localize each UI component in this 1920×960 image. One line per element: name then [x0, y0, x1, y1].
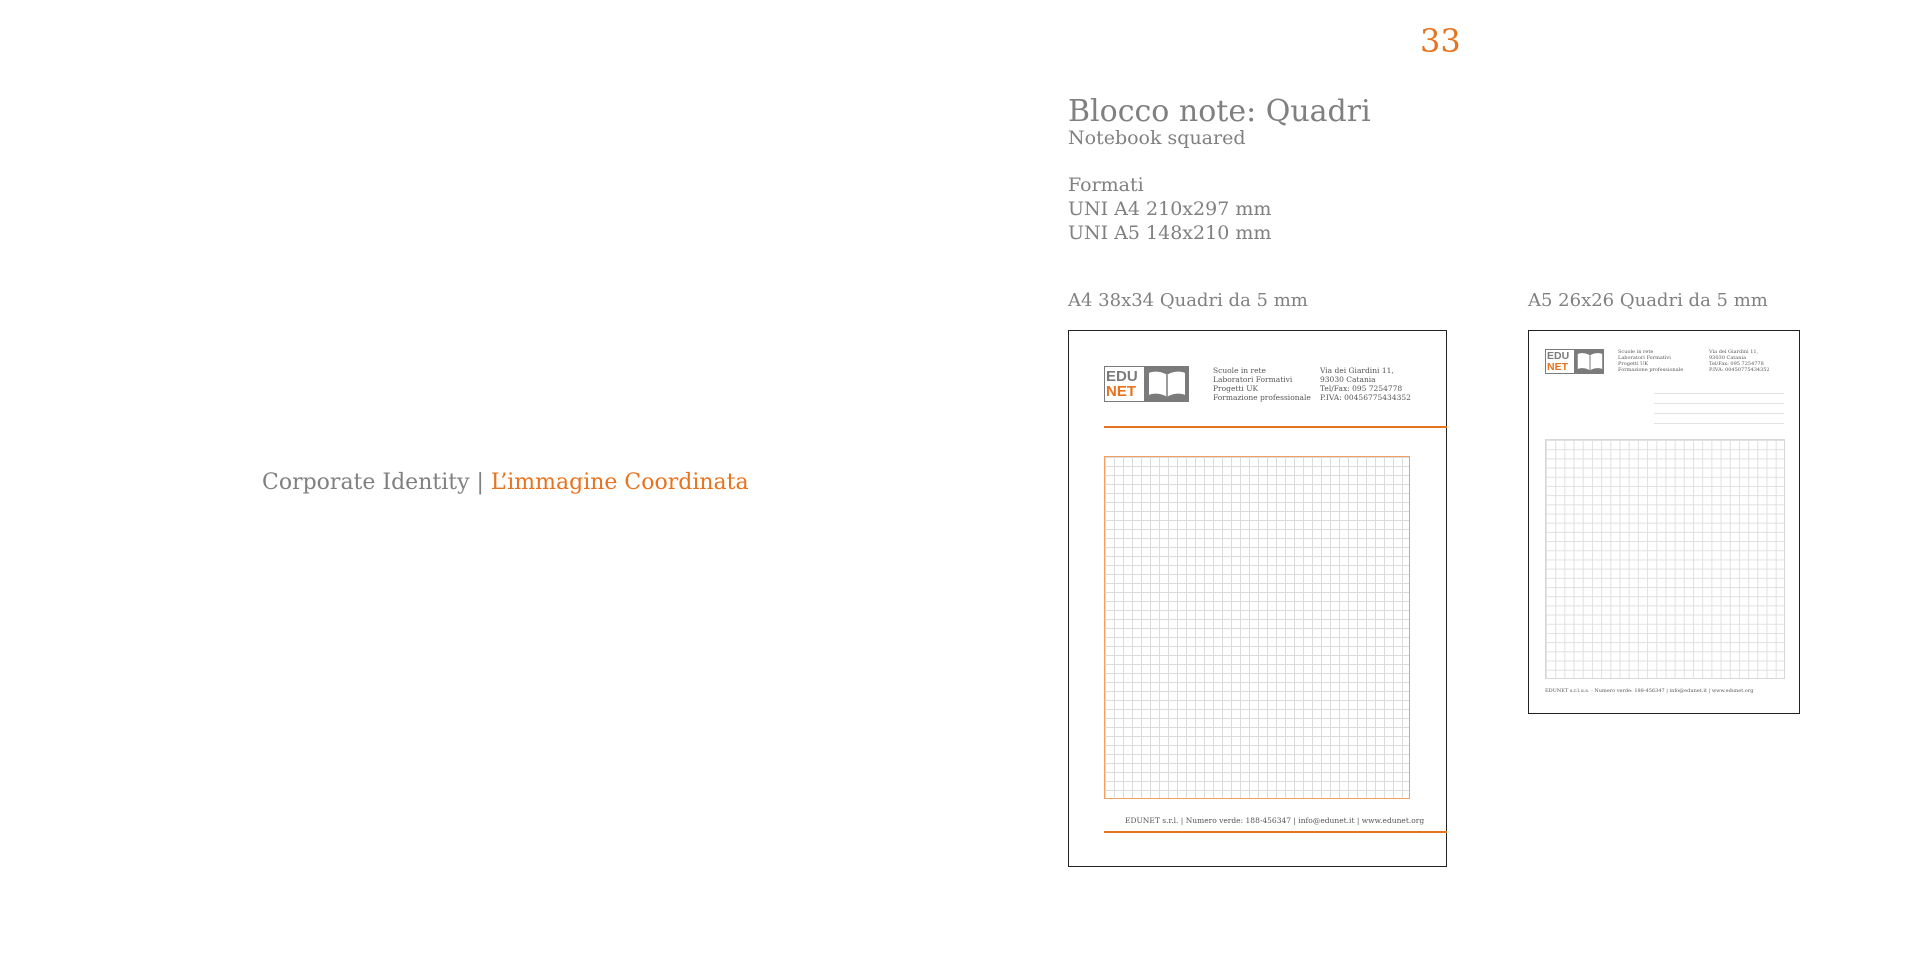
formats-label: Formati — [1068, 174, 1144, 196]
a5-notebook-sheet — [1528, 330, 1800, 714]
page-number: 33 — [1420, 22, 1461, 60]
a4-address-line: P.IVA: 00456775434352 — [1320, 393, 1411, 402]
section-title-main: Corporate Identity | — [262, 470, 491, 495]
a4-address — [1320, 366, 1411, 402]
section-title — [262, 470, 749, 495]
a5-address-line: 93030 Catania — [1709, 355, 1747, 361]
a5-address-line: Via dei Giardini 11, — [1709, 349, 1759, 355]
a5-address — [1709, 349, 1770, 373]
a5-service-line: Scuole in rete — [1618, 349, 1654, 355]
a5-service-line: Laboratori Formativi — [1618, 355, 1671, 361]
formats-block — [1068, 173, 1271, 245]
a5-address-line: P.IVA: 00450775434352 — [1709, 367, 1770, 373]
a4-service-line: Formazione professionale — [1213, 393, 1311, 402]
a5-note-line — [1654, 413, 1784, 414]
a5-services — [1618, 349, 1683, 373]
a4-square-grid — [1104, 456, 1410, 799]
open-book-icon — [1575, 349, 1604, 374]
logo-edu-text: EDU — [1106, 368, 1138, 385]
logo-net-text: NET — [1547, 360, 1568, 373]
a5-note-line — [1654, 403, 1784, 404]
a4-address-line: 93030 Catania — [1320, 375, 1376, 384]
format-a4: UNI A4 210x297 mm — [1068, 198, 1272, 220]
a5-service-line: Progetti UK — [1618, 361, 1649, 367]
a4-header-rule — [1104, 426, 1447, 428]
section-title-accent: L’immagine Coordinata — [490, 470, 749, 495]
a4-service-line: Scuole in rete — [1213, 366, 1266, 375]
logo-edu-text: EDU — [1547, 350, 1570, 362]
a5-caption: A5 26x26 Quadri da 5 mm — [1528, 290, 1768, 311]
a4-caption: A4 38x34 Quadri da 5 mm — [1068, 290, 1308, 311]
page-subtitle: Notebook squared — [1068, 127, 1246, 149]
logo-net-text: NET — [1106, 383, 1136, 400]
a4-address-line: Tel/Fax: 095 7254778 — [1320, 384, 1403, 393]
a5-footer-text: EDUNET s.r.l.u.s. - Numero verde: 188-456347 | info@edunet.it | www.edunet.org — [1545, 688, 1754, 694]
a4-notebook-sheet — [1068, 330, 1447, 867]
a4-footer-rule — [1104, 831, 1447, 833]
a5-note-line — [1654, 393, 1784, 394]
a5-note-line — [1654, 423, 1784, 424]
a5-address-line: Tel/Fax: 095 7254778 — [1709, 361, 1764, 367]
a4-footer-text: EDUNET s.r.l. | Numero verde: 188-456347 | info@edunet.it | www.edunet.org — [1125, 816, 1425, 825]
a4-service-line: Laboratori Formativi — [1213, 375, 1293, 384]
format-a5: UNI A5 148x210 mm — [1068, 222, 1272, 244]
a4-services — [1213, 366, 1311, 402]
a5-edunet-logo — [1545, 349, 1604, 374]
a4-service-line: Progetti UK — [1213, 384, 1259, 393]
a4-edunet-logo — [1104, 366, 1189, 402]
a4-address-line: Via dei Giardini 11, — [1320, 366, 1394, 375]
a5-service-line: Formazione professionale — [1618, 367, 1684, 373]
open-book-icon — [1145, 366, 1189, 402]
page-title: Blocco note: Quadri — [1068, 94, 1371, 129]
a5-square-grid — [1545, 439, 1785, 679]
